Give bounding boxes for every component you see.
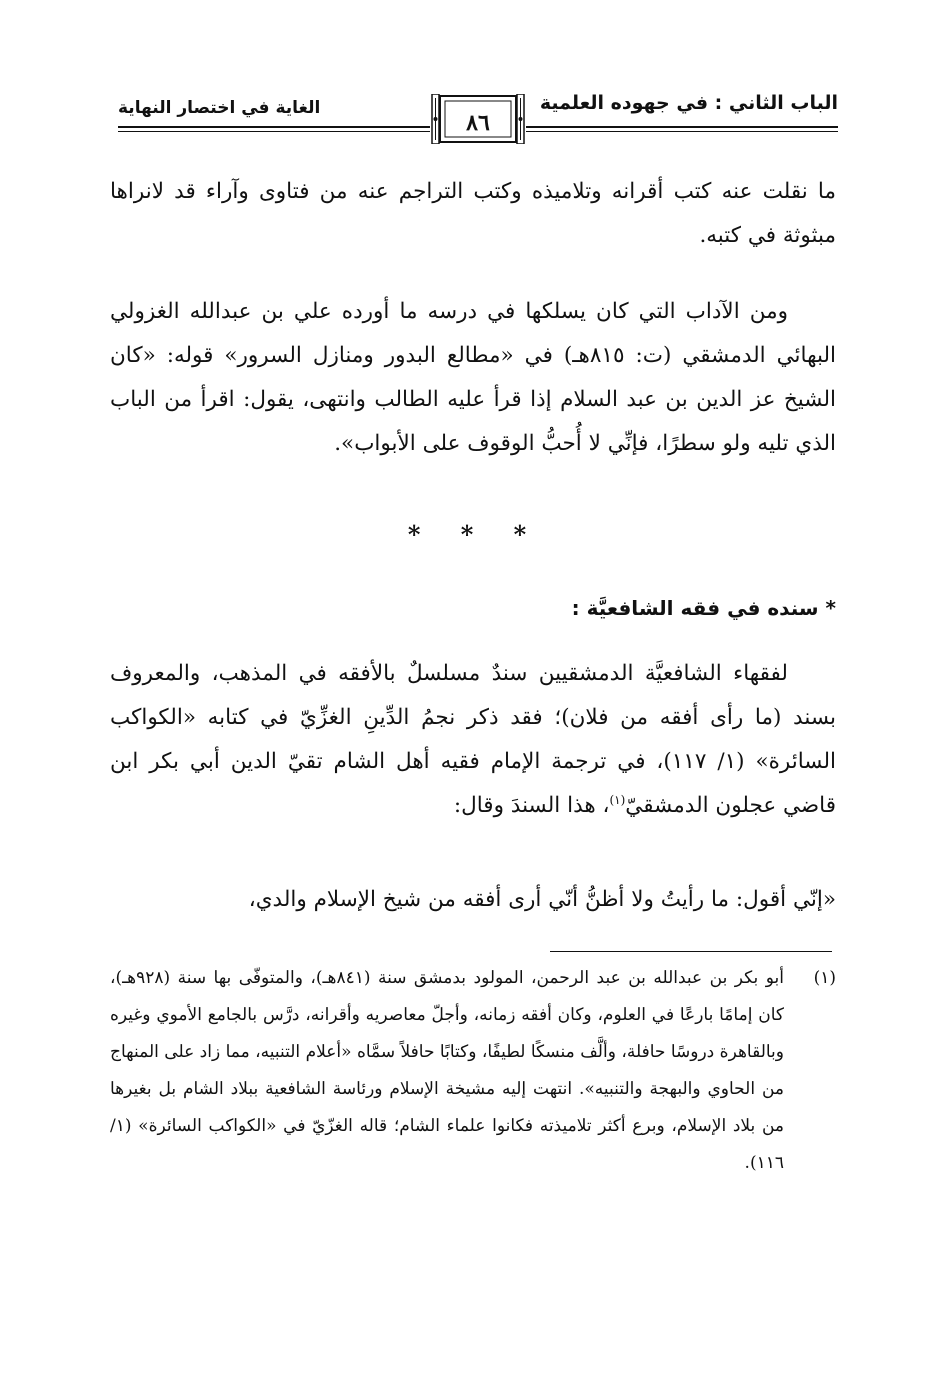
body-paragraph-1 — [110, 170, 836, 258]
page-number: ٨٦ — [466, 110, 490, 136]
page-number-frame — [430, 94, 526, 144]
paragraph-text: ما نقلت عنه كتب أقرانه وتلاميذه وكتب التراجم عنه من فتاوى وآراء قد لانراها مبثوثة في كتبه. — [110, 179, 836, 248]
section-separator: * * * — [407, 520, 543, 549]
footnote-reference[interactable]: (١) — [609, 792, 626, 807]
body-paragraph-2 — [110, 290, 836, 466]
body-paragraph-3 — [110, 652, 836, 828]
paragraph-text — [110, 652, 836, 828]
section-heading: * سنده في فقه الشافعيَّة : — [571, 596, 836, 620]
paragraph-text-part: ، هذا السندَ وقال: — [453, 793, 610, 818]
book-title: الغاية في اختصار النهاية — [118, 98, 321, 118]
footnote-number: (١) — [813, 968, 836, 988]
paragraph-text-part: لفقهاء الشافعيَّة الدمشقيين سندٌ مسلسلٌ بالأفقه في المذهب، والمعروف بسند (ما رأى أفقه من فلان)؛ فقد ذكر نجمُ الدِّينِ الغزِّيّ في كتابه «الكواكب السائرة» (١/ ١١٧)، في ترجمة الإمام فقيه أهل الشام تقيّ الدين أبي بكر ابن قاضي عجلون الدمشقيّ — [110, 661, 837, 818]
footnote-text: أبو بكر بن عبدالله بن عبد الرحمن، المولود بدمشق سنة (٨٤١هـ)، والمتوفّى بها سنة (٩٢٨هـ)، كان إمامًا بارعًا في العلوم، وكان أفقه زمانه، وأجلّ معاصريه وأقرانه، درَّس بالجامع الأموي وغيره وبالقاهرة دروسًا حافلة، وألَّف منسكًا لطيفًا، وكتابًا حافلاً سمَّاه «أعلام التنبيه، مما زاد على المنهاج من الحاوي والبهجة والتنبيه». انتهت إليه مشيخة الإسلام ورئاسة الشافعية ببلاد الشام بل بغيرها من بلاد الإسلام، وبرع أكثر تلاميذته فكانوا علماء الشام؛ قاله الغزّيّ في «الكواكب السائرة» (١/ ١١٦). — [110, 968, 784, 1173]
body-paragraph-4 — [110, 878, 836, 922]
footnote-rule — [550, 951, 832, 952]
footnote — [110, 960, 836, 1182]
chapter-title: الباب الثاني : في جهوده العلمية — [539, 92, 838, 114]
paragraph-text: ومن الآداب التي كان يسلكها في درسه ما أورده علي بن عبدالله الغزولي البهائي الدمشقي (ت: ٨١٥هـ) في «مطالع البدور ومنازل السرور» قوله: «كان الشيخ عز الدين بن عبد السلام إذا قرأ عليه الطالب وانتهى، يقول: اقرأ من الباب الذي تليه ولو سطرًا، فإنِّي لا أُحبُّ الوقوف على الأبواب». — [110, 299, 837, 456]
paragraph-text: «إنّي أقول: ما رأيتُ ولا أظنُّ أنّي أرى أفقه من شيخ الإسلام والدي، — [248, 887, 836, 912]
running-header — [118, 88, 838, 150]
